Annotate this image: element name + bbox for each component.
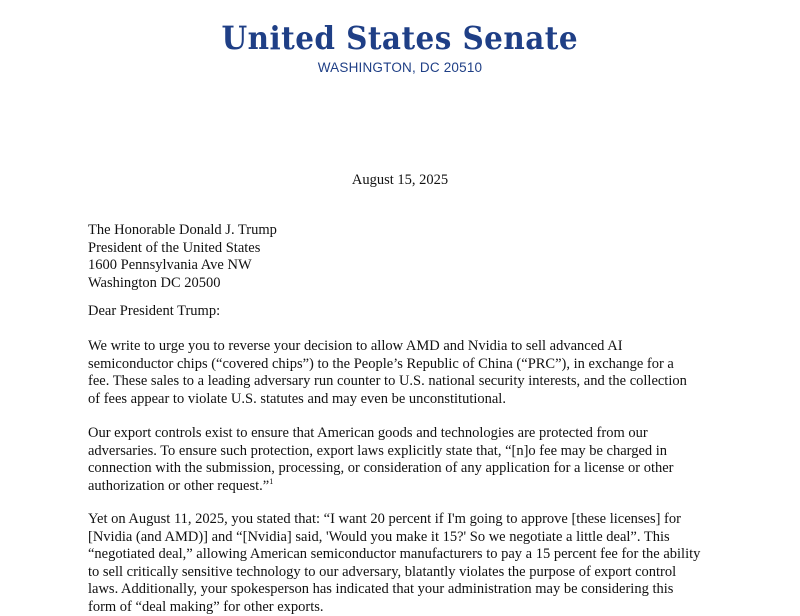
paragraph-line: fee. These sales to a leading adversary run counter to U.S. national security interests, and the collection <box>88 373 728 391</box>
paragraph-line-with-footnote <box>88 478 728 496</box>
recipient-street: 1600 Pennsylvania Ave NW <box>88 257 277 275</box>
senate-address: WASHINGTON, DC 20510 <box>0 60 800 75</box>
salutation: Dear President Trump: <box>88 303 220 320</box>
senate-title: United States Senate <box>222 18 579 58</box>
recipient-title: President of the United States <box>88 240 277 258</box>
paragraph-line: semiconductor chips (“covered chips”) to the People’s Republic of China (“PRC”), in exchange for a <box>88 356 728 374</box>
paragraph-line: Our export controls exist to ensure that American goods and technologies are protected from our <box>88 425 728 443</box>
paragraph-line: connection with the submission, processing, or consideration of any application for a license or other <box>88 460 728 478</box>
paragraph-2 <box>88 425 728 495</box>
recipient-address-block <box>88 222 277 292</box>
paragraph-3 <box>88 511 728 616</box>
paragraph-line: “negotiated deal,” allowing American semiconductor manufacturers to pay a 15 percent fee for the ability <box>88 546 728 564</box>
paragraph-line: to sell critically sensitive technology to our adversary, blatantly violates the purpose of export control <box>88 564 728 582</box>
paragraph-line-text: authorization or other request.” <box>88 478 269 494</box>
letter-date: August 15, 2025 <box>0 172 800 189</box>
footnote-marker[interactable]: 1 <box>269 477 273 486</box>
paragraph-line: Yet on August 11, 2025, you stated that: “I want 20 percent if I'm going to approve [these licenses] for <box>88 511 728 529</box>
recipient-name: The Honorable Donald J. Trump <box>88 222 277 240</box>
paragraph-line: adversaries. To ensure such protection, export laws explicitly state that, “[n]o fee may be charged in <box>88 443 728 461</box>
paragraph-line: [Nvidia (and AMD)] and “[Nvidia] said, 'Would you make it 15?' So we negotiate a little deal”. This <box>88 529 728 547</box>
paragraph-line: We write to urge you to reverse your decision to allow AMD and Nvidia to sell advanced AI <box>88 338 728 356</box>
letterhead <box>0 18 800 75</box>
recipient-city: Washington DC 20500 <box>88 275 277 293</box>
paragraph-line: of fees appear to violate U.S. statutes and may even be unconstitutional. <box>88 391 728 409</box>
paragraph-line: form of “deal making” for other exports. <box>88 599 728 616</box>
paragraph-line: laws. Additionally, your spokesperson has indicated that your administration may be considering this <box>88 581 728 599</box>
paragraph-1 <box>88 338 728 408</box>
